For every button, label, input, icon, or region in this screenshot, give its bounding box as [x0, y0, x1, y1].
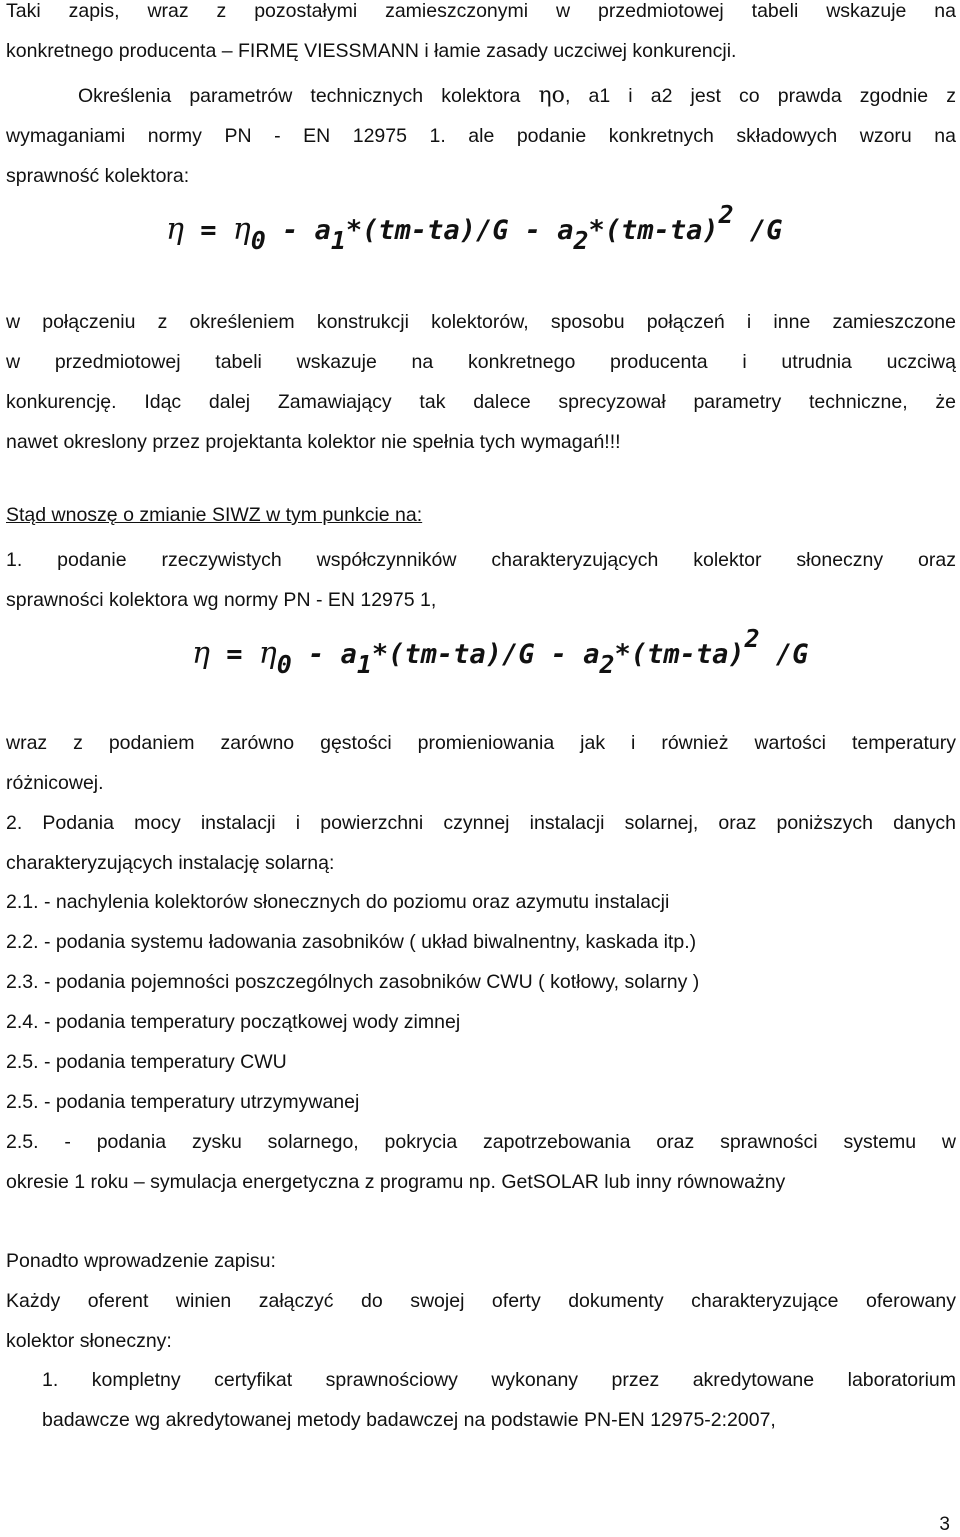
text-line: Ponadto wprowadzenie zapisu: [6, 1250, 276, 1272]
formula-part: *(tm-ta)/G - a [371, 639, 600, 670]
formula-part: *(tm-ta)/G - a [345, 215, 574, 246]
formula-superscript: 2 [718, 200, 734, 229]
sub-list-item: 2.1. - nachylenia kolektorów słonecznych do poziomu oraz azymutu instalacji [6, 891, 670, 913]
sub-list-item: 2.3. - podania pojemności poszczególnych zasobników CWU ( kotłowy, solarny ) [6, 971, 700, 993]
text-line: Każdy oferent winien załączyć do swojej oferty dokumenty charakteryzujące oferowany [6, 1290, 956, 1312]
list-item-2 [6, 803, 956, 883]
text-line: konkretnego producenta – FIRMĘ VIESSMANN i łamie zasady uczciwej konkurencji. [6, 40, 737, 62]
sub-list-item: 2.5. - podania temperatury utrzymywanej [6, 1091, 360, 1113]
formula-part: *(tm-ta) [614, 639, 745, 670]
text-line: badawcze wg akredytowanej metody badawczej na podstawie PN-EN 12975-2:2007, [42, 1409, 776, 1431]
text-line: sprawności kolektora wg normy PN - EN 12975 1, [6, 589, 437, 611]
text-line: wymaganiami normy PN - EN 12975 1. ale podanie konkretnych składowych wzoru na [6, 125, 956, 147]
formula-part: - a [265, 215, 331, 246]
sub-list-item-continued: okresie 1 roku – symulacja energetyczna z programu np. GetSOLAR lub inny równoważny [6, 1171, 786, 1193]
sub-list [6, 882, 956, 1202]
sub-list-item: 2.5. - podania zysku solarnego, pokrycia zapotrzebowania oraz sprawności systemu w [6, 1131, 956, 1153]
eta-symbol: η [192, 636, 210, 671]
formula-subscript: 2 [573, 226, 589, 255]
paragraph-intro [6, 0, 956, 71]
efficiency-formula [166, 200, 783, 255]
text-line: wraz z podaniem zarówno gęstości promieniowania jak i również wartości temperatury [6, 732, 956, 754]
page-number: 3 [939, 1514, 950, 1535]
formula-part: = [209, 639, 259, 670]
efficiency-formula-repeat [192, 624, 809, 679]
text-line: w połączeniu z określeniem konstrukcji kolektorów, sposobu połączeń i inne zamieszczone [6, 311, 956, 333]
text-line: 1. podanie rzeczywistych współczynników charakteryzujących kolektor słoneczny oraz [6, 549, 956, 571]
formula-part: = [183, 215, 233, 246]
text-line: konkurencję. Idąc dalej Zamawiający tak dalece sprecyzował parametry techniczne, że [6, 391, 956, 413]
paragraph-parameters [6, 76, 956, 196]
formula-subscript: 2 [599, 650, 615, 679]
eta-symbol: η [166, 212, 184, 247]
formula-subscript: 1 [330, 226, 346, 255]
text-line: kolektor słoneczny: [6, 1330, 172, 1352]
text-fragment: Określenia parametrów technicznych kolektora [78, 85, 539, 107]
text-line: 1. kompletny certyfikat sprawnościowy wykonany przez akredytowane laboratorium [42, 1369, 956, 1391]
formula-part: /G [733, 215, 783, 246]
eta-zero-symbol: ηo [538, 83, 565, 108]
sub-list-item: 2.4. - podania temperatury początkowej wody zimnej [6, 1011, 461, 1033]
paragraph-additional [6, 1241, 956, 1361]
paragraph-radiation [6, 723, 956, 803]
text-fragment: , a1 i a2 jest co prawda zgodnie z [564, 85, 956, 107]
eta-symbol: η [258, 636, 277, 671]
paragraph-construction [6, 302, 956, 462]
sub-list-item: 2.2. - podania systemu ładowania zasobników ( układ biwalnentny, kaskada itp.) [6, 931, 697, 953]
text-line: w przedmiotowej tabeli wskazuje na konkretnego producenta i utrudnia uczciwą [6, 351, 956, 373]
text-line: Taki zapis, wraz z pozostałymi zamieszczonymi w przedmiotowej tabeli wskazuje na [6, 0, 956, 22]
formula-subscript: 1 [356, 650, 372, 679]
formula-part: - a [291, 639, 357, 670]
text-line: nawet okreslony przez projektanta kolektor nie spełnia tych wymagań!!! [6, 431, 621, 453]
text-line: 2. Podania mocy instalacji i powierzchni czynnej instalacji solarnej, oraz poniższych danych [6, 812, 956, 834]
text-line: różnicowej. [6, 772, 104, 794]
sub-list-item: 2.5. - podania temperatury CWU [6, 1051, 287, 1073]
formula-part: /G [759, 639, 809, 670]
formula-part: *(tm-ta) [588, 215, 719, 246]
list-item-1 [6, 540, 956, 620]
section-heading: Stąd wnoszę o zmianie SIWZ w tym punkcie na: [6, 504, 423, 526]
certificate-item [42, 1360, 956, 1440]
formula-subscript: 0 [250, 226, 266, 255]
formula-superscript: 2 [744, 624, 760, 653]
text-line: sprawność kolektora: [6, 165, 190, 187]
text-line: charakteryzujących instalację solarną: [6, 852, 335, 874]
formula-subscript: 0 [276, 650, 292, 679]
text-line [6, 76, 956, 116]
eta-symbol: η [232, 212, 251, 247]
